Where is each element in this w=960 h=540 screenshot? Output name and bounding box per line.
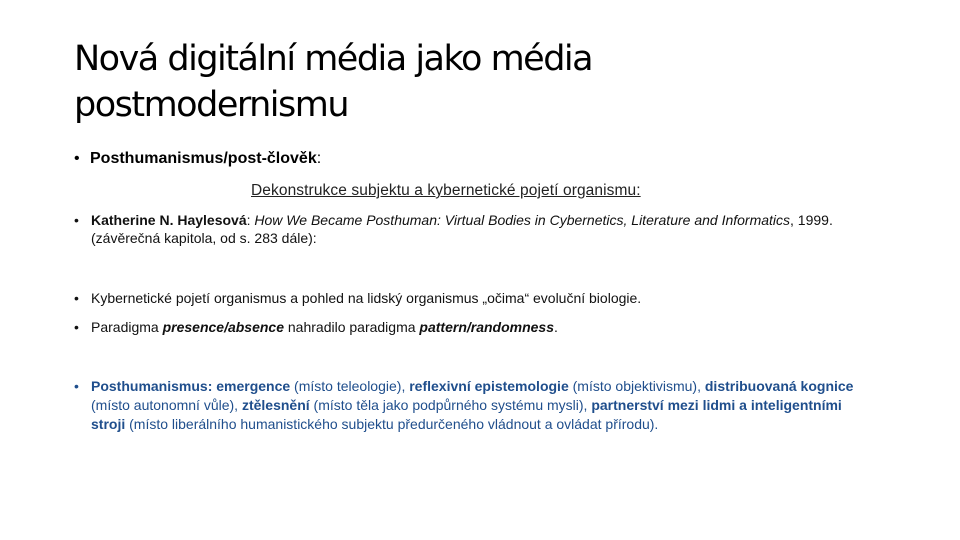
bullet-posthumanism bbox=[74, 149, 321, 169]
term: reflexivní epistemologie bbox=[409, 378, 569, 394]
bullet-label: Posthumanismus/post-člověk bbox=[90, 150, 317, 167]
term: ztělesnění bbox=[241, 397, 310, 413]
list-item-posthumanism-terms bbox=[74, 377, 854, 434]
text-part: (místo objektivismu), bbox=[568, 378, 705, 394]
citation-rest: , 1999.(závěrečná kapitola, od s. 283 dále): bbox=[91, 212, 833, 246]
bullet-icon: • bbox=[74, 150, 80, 167]
text-part: (místo autonomní vůle), bbox=[91, 397, 242, 413]
title-line-1: Nová digitální média jako média bbox=[74, 39, 593, 79]
emphasis-presence: presence/absence bbox=[162, 319, 284, 335]
list-item-paradigm bbox=[74, 318, 834, 336]
text-part: Paradigma bbox=[91, 319, 163, 335]
emphasis-pattern: pattern/randomness bbox=[419, 319, 555, 335]
list-item-cybernetic bbox=[74, 289, 834, 307]
bullet-icon: • bbox=[74, 378, 79, 394]
list-item-hayles bbox=[74, 211, 834, 247]
separator: : bbox=[246, 212, 255, 228]
item-text bbox=[91, 318, 834, 336]
term: distribuovaná kognice bbox=[704, 378, 854, 394]
term: Posthumanismus: emergence bbox=[91, 378, 291, 394]
bullet-icon: • bbox=[74, 319, 79, 335]
bullet-icon: • bbox=[74, 212, 79, 228]
item-text bbox=[91, 377, 854, 434]
bullet-colon: : bbox=[316, 150, 322, 167]
item-text bbox=[91, 211, 834, 247]
bullet-icon: • bbox=[74, 290, 79, 306]
text-part: (místo těla jako podpůrného systému mysli), bbox=[309, 397, 592, 413]
text-part: nahradilo paradigma bbox=[284, 319, 420, 335]
text-part: . bbox=[554, 319, 558, 335]
text-part: (místo liberálního humanistického subjektu předurčeného vládnout a ovládat přírodu). bbox=[125, 416, 659, 432]
title-line-2: postmodernismu bbox=[74, 85, 349, 125]
text-part: (místo teleologie), bbox=[290, 378, 410, 394]
book-title: How We Became Posthuman: Virtual Bodies in Cybernetics, Literature and Informatics bbox=[254, 212, 791, 228]
slide-title bbox=[74, 36, 894, 128]
author-name: Katherine N. Haylesová bbox=[91, 212, 247, 228]
item-text: Kybernetické pojetí organismus a pohled na lidský organismus „očima“ evoluční biologie. bbox=[91, 290, 642, 306]
term: partnerství mezi lidmi a inteligentními stroji bbox=[91, 397, 842, 432]
subheading: Dekonstrukce subjektu a kybernetické pojetí organismu: bbox=[251, 182, 641, 199]
